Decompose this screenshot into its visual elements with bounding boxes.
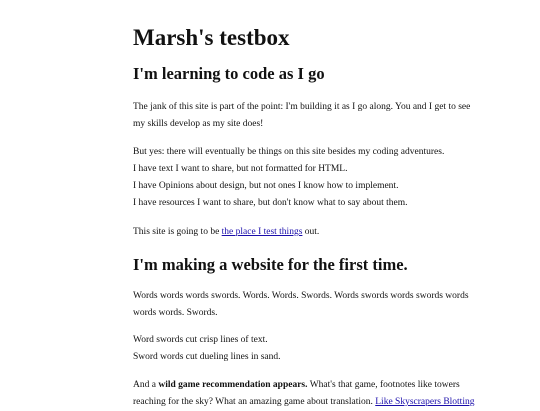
skyscrapers-link[interactable]: Like Skyscrapers Blotting: [375, 397, 475, 407]
paragraph-but-yes: [133, 144, 445, 212]
paragraph-line: my skills develop as my site does!: [133, 119, 264, 129]
text-segment: What's that game, footnotes like towers: [307, 380, 460, 390]
paragraph-words-swords: [133, 288, 469, 322]
text-segment: reaching for the sky? What an amazing game about translation.: [133, 397, 376, 407]
paragraph-line: I have Opinions about design, but not ones I know how to implement.: [133, 181, 399, 191]
section-heading-learning: I'm learning to code as I go: [133, 64, 325, 83]
paragraph-line: [133, 394, 475, 411]
paragraph-word-swords: [133, 332, 418, 366]
paragraph-jank: [133, 99, 471, 133]
paragraph-line: [133, 377, 460, 394]
paragraph-line: [133, 224, 418, 241]
paragraph-line: The jank of this site is part of the point: I'm building it as I go along. You and I get to see: [133, 102, 471, 112]
paragraph-line: I have text I want to share, but not formatted for HTML.: [133, 164, 348, 174]
paragraph-wild-game: [133, 377, 475, 411]
page-title: Marsh's testbox: [133, 25, 290, 50]
test-things-link[interactable]: the place I test things: [221, 227, 303, 237]
text-segment: This site is going to be: [133, 227, 222, 237]
paragraph-line: Sword words cut dueling lines in sand.: [133, 352, 281, 362]
paragraph-line: I have resources I want to share, but don't know what to say about them.: [133, 198, 408, 208]
text-segment: And a: [133, 380, 159, 390]
paragraph-line: Words words words swords. Words. Words. Swords. Words swords words swords words: [133, 291, 469, 301]
section-heading-first-website: I'm making a website for the first time.: [133, 255, 408, 274]
paragraph-line: But yes: there will eventually be things on this site besides my coding adventures.: [133, 147, 445, 157]
bold-phrase: wild game recommendation appears.: [158, 380, 308, 390]
paragraph-test-place: [133, 224, 418, 241]
text-segment: out.: [302, 227, 320, 237]
paragraph-line: Word swords cut crisp lines of text.: [133, 335, 268, 345]
paragraph-line: words words. Swords.: [133, 308, 218, 318]
